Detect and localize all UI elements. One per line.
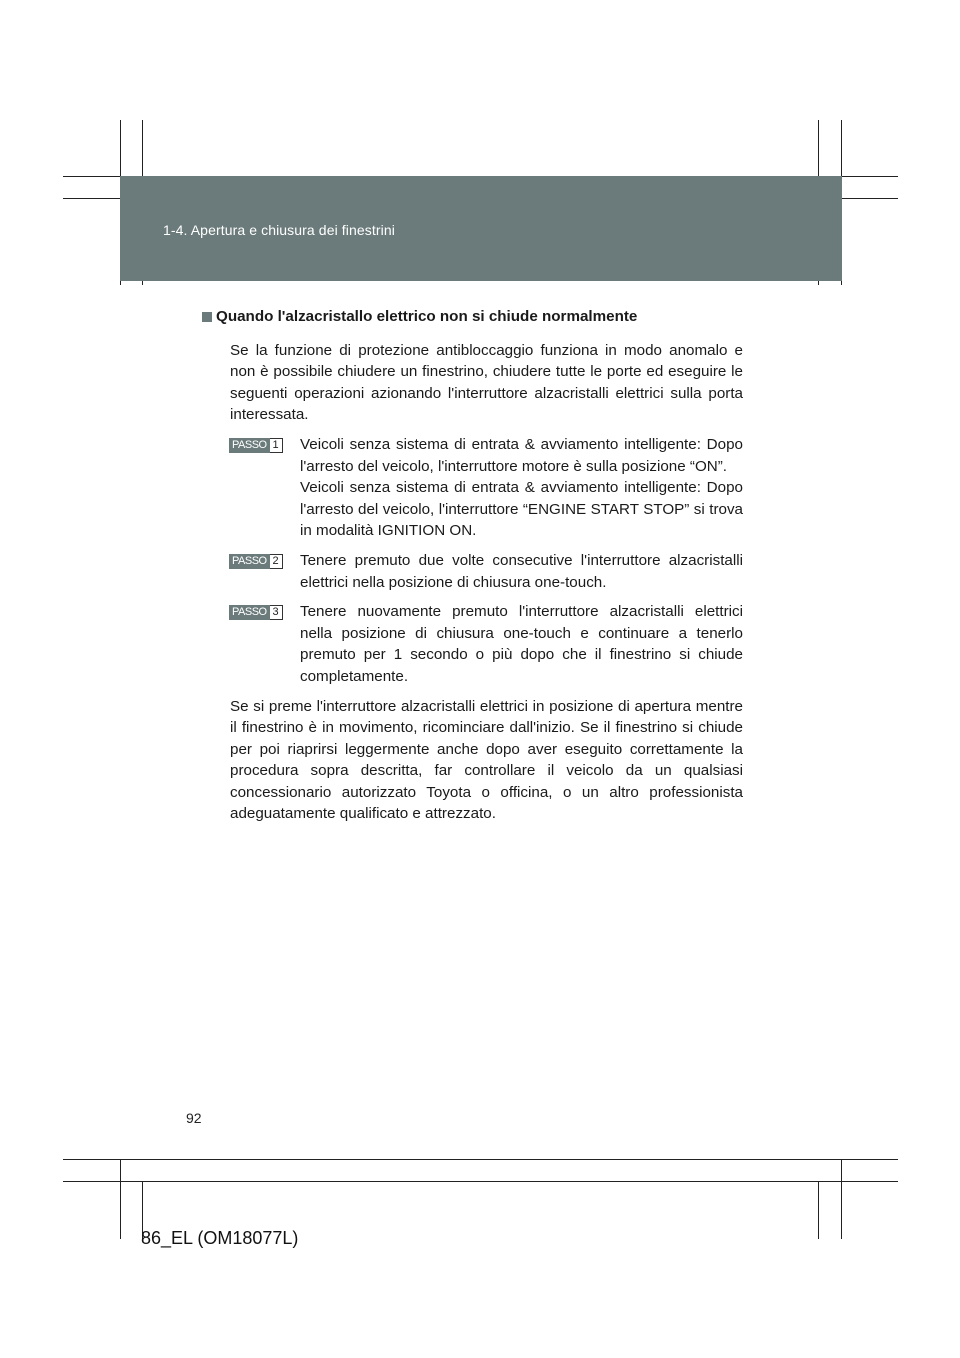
step-text: Veicoli senza sistema di entrata & avviamento intelligente: Dopo l'arresto del veicolo, l'interruttore “ENGINE START STOP” si trova in modalità IGNITION ON. <box>300 479 743 540</box>
step-badge-number: 3 <box>270 605 283 620</box>
square-bullet-icon <box>202 312 212 322</box>
subsection-heading <box>202 306 743 328</box>
step-badge-number: 1 <box>270 438 283 453</box>
crop-mark <box>120 1159 121 1239</box>
crop-mark <box>63 1159 898 1160</box>
step-badge <box>229 605 283 620</box>
crop-mark <box>63 1181 898 1182</box>
crop-mark <box>841 1159 842 1239</box>
step-text: Tenere premuto due volte consecutive l'interruttore alzacristalli elettrici nella posizione di chiusura one-touch. <box>300 551 743 591</box>
step-badge-label: PASSO <box>229 554 270 569</box>
step-badge <box>229 554 283 569</box>
page-number: 92 <box>186 1110 202 1126</box>
subsection-heading-text: Quando l'alzacristallo elettrico non si chiude normalmente <box>216 308 638 325</box>
outro-paragraph: Se si preme l'interruttore alzacristalli elettrici in posizione di apertura mentre il finestrino è in movimento, ricominciare dall'inizio. Se il finestrino si chiude per poi riaprirsi leggermente anche dopo aver eseguito correttamente la procedura sopra descritta, far controllare il veicolo da un qualsiasi concessionario autorizzato Toyota o officina, o un altro professionista adeguatamente qualificato e attrezzato. <box>230 697 743 823</box>
document-code: 86_EL (OM18077L) <box>141 1228 299 1248</box>
step-text: Tenere nuovamente premuto l'interruttore alzacristalli elettrici nella posizione di chiusura one-touch e continuare a tenerlo premuto per 1 secondo o più dopo che il finestrino si chiude completamente. <box>300 603 743 685</box>
step-badge-number: 2 <box>270 554 283 569</box>
section-title: 1-4. Apertura e chiusura dei finestrini <box>163 222 395 238</box>
step-badge-label: PASSO <box>229 605 270 620</box>
step-3 <box>216 601 743 687</box>
step-badge <box>229 438 283 453</box>
crop-mark <box>818 1181 819 1239</box>
page-content <box>216 306 743 833</box>
step-2 <box>216 550 743 593</box>
step-text: Veicoli senza sistema di entrata & avviamento intelligente: Dopo l'arresto del veicolo, l'interruttore motore è sulla posizione “ON”. <box>300 435 743 475</box>
intro-paragraph: Se la funzione di protezione antibloccaggio funziona in modo anomalo e non è possibile chiudere un finestrino, chiudere tutte le porte ed eseguire le seguenti operazioni azionando l'interruttore alzacristalli elettrici sulla porta interessata. <box>230 341 743 424</box>
step-badge-label: PASSO <box>229 438 270 453</box>
step-1 <box>216 434 743 542</box>
